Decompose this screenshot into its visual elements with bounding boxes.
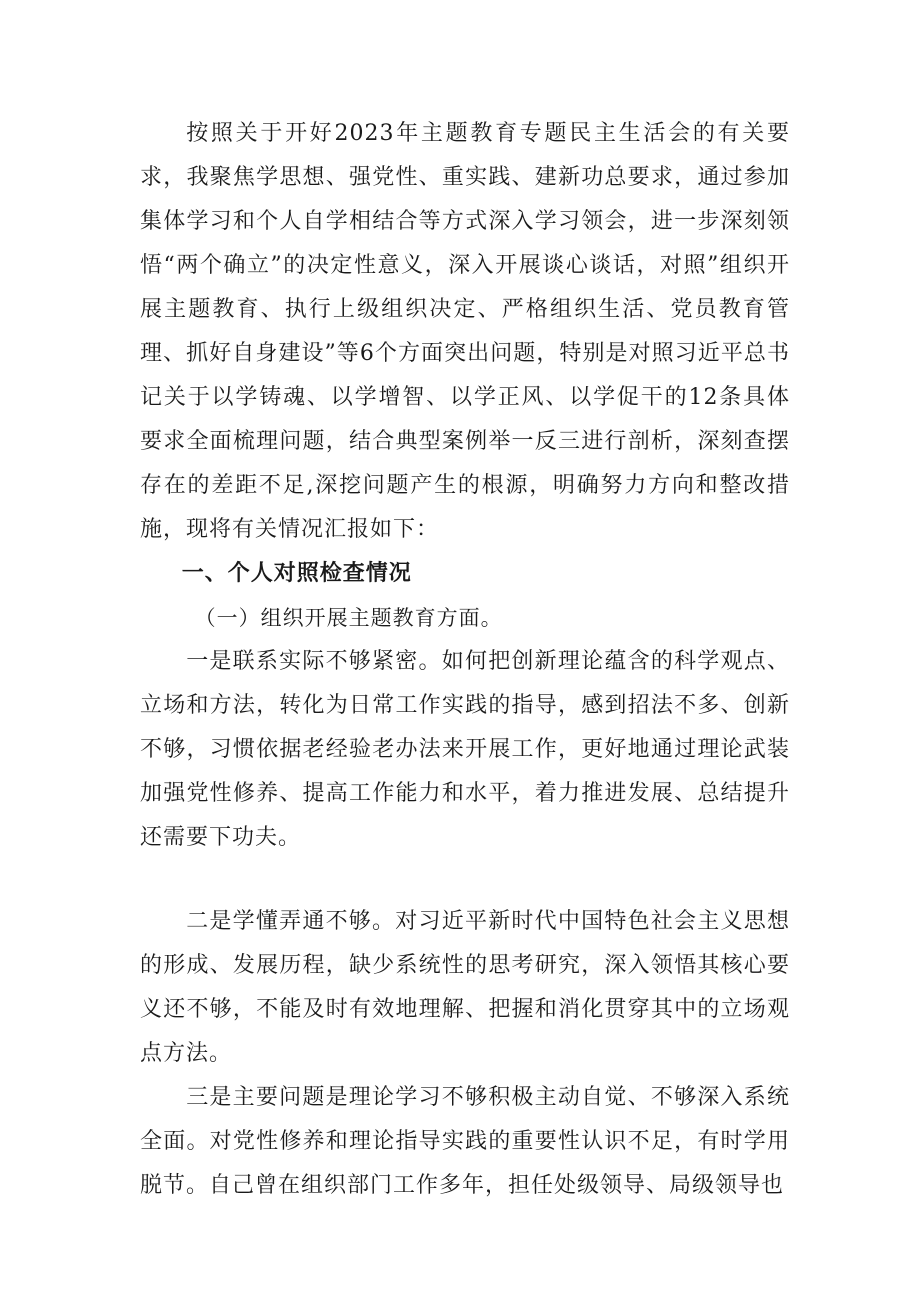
section-heading: 一、个人对照检查情况 <box>181 561 412 586</box>
point-2-paragraph: 二是学懂弄通不够。对习近平新时代中国特色社会主义思想的形成、发展历程，缺少系统性的思考研究，深入领悟其核心要义还不够，不能及时有效地理解、把握和消化贯穿其中的立场观点方法。 <box>140 909 790 1066</box>
document-body <box>140 112 790 1208</box>
intro-paragraph: 按照关于开好2023年主题教育专题民主生活会的有关要求，我聚焦学思想、强党性、重实践、建新功总要求，通过参加集体学习和个人自学相结合等方式深入学习领会，进一步深刻领悟“两个确立”的决定性意义，深入开展谈心谈话，对照”组织开展主题教育、执行上级组织决定、严格组织生活、党员教育管理、抓好自身建设”等6个方面突出问题，特别是对照习近平总书记关于以学铸魂、以学增智、以学正风、以学促干的12条具体要求全面梳理问题，结合典型案例举一反三进行剖析，深刻查摆存在的差距不足,深挖问题产生的根源，明确努力方向和整改措施，现将有关情况汇报如下： <box>140 121 790 542</box>
subsection-heading: （一）组织开展主题教育方面。 <box>194 606 503 630</box>
point-1-paragraph: 一是联系实际不够紧密。如何把创新理论蕴含的科学观点、立场和方法，转化为日常工作实践的指导，感到招法不多、创新不够，习惯依据老经验老办法来开展工作，更好地通过理论武装加强党性修养、提高工作能力和水平，着力推进发展、总结提升还需要下功夫。 <box>140 649 790 850</box>
point-3-paragraph: 三是主要问题是理论学习不够积极主动自觉、不够深入系统全面。对党性修养和理论指导实践的重要性认识不足，有时学用脱节。自己曾在组织部门工作多年，担任处级领导、局级领导也 <box>140 1085 790 1198</box>
